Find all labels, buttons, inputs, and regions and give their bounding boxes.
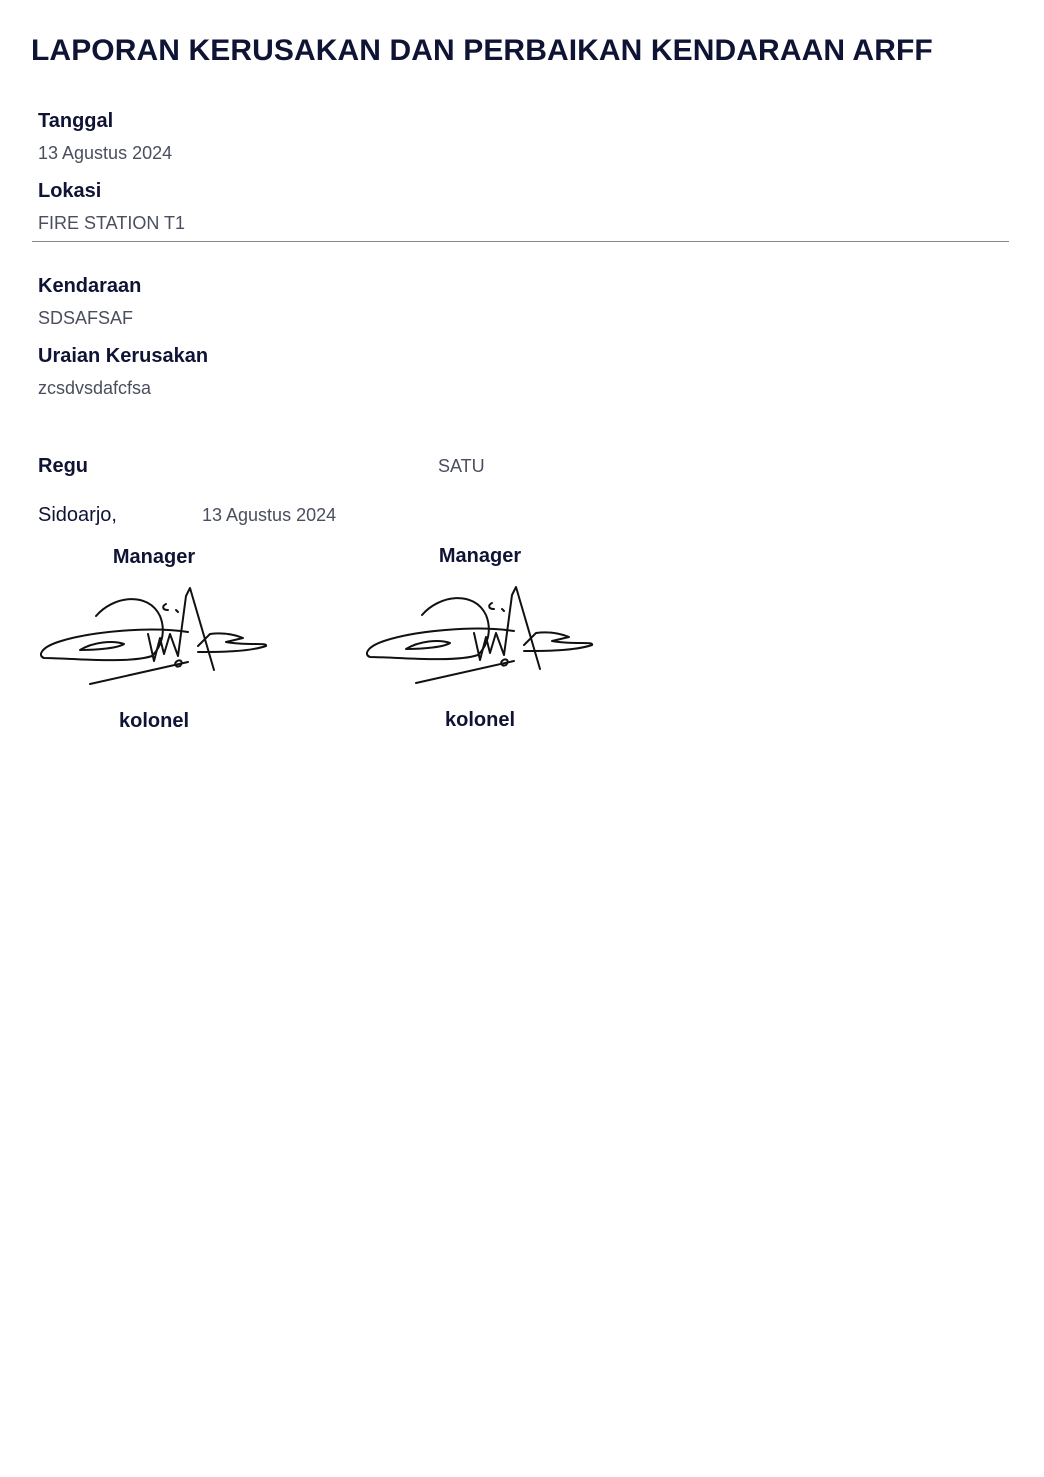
- lokasi-value: FIRE STATION T1: [38, 213, 186, 233]
- signature-name: kolonel: [444, 709, 515, 731]
- regu-value: SATU: [438, 456, 485, 476]
- regu-label: Regu: [38, 455, 88, 477]
- signature-name: kolonel: [118, 710, 189, 732]
- signature-role: Manager: [438, 545, 522, 567]
- lokasi-label: Lokasi: [38, 180, 102, 202]
- uraian-kerusakan-value: zcsdvsdafcfsa: [38, 378, 152, 398]
- tanggal-value: 13 Agustus 2024: [38, 143, 173, 163]
- kendaraan-label: Kendaraan: [38, 275, 142, 297]
- signing-date: 13 Agustus 2024: [202, 505, 337, 525]
- kendaraan-value: SDSAFSAF: [38, 308, 134, 328]
- signing-place: Sidoarjo,: [38, 504, 117, 526]
- report-title: LAPORAN KERUSAKAN DAN PERBAIKAN KENDARAAN ARFF: [31, 34, 933, 67]
- uraian-kerusakan-label: Uraian Kerusakan: [38, 345, 209, 367]
- section-divider: [32, 241, 1009, 242]
- handwritten-signature: [38, 576, 274, 686]
- signature-role: Manager: [112, 546, 196, 568]
- tanggal-label: Tanggal: [38, 110, 114, 132]
- handwritten-signature: [364, 575, 600, 685]
